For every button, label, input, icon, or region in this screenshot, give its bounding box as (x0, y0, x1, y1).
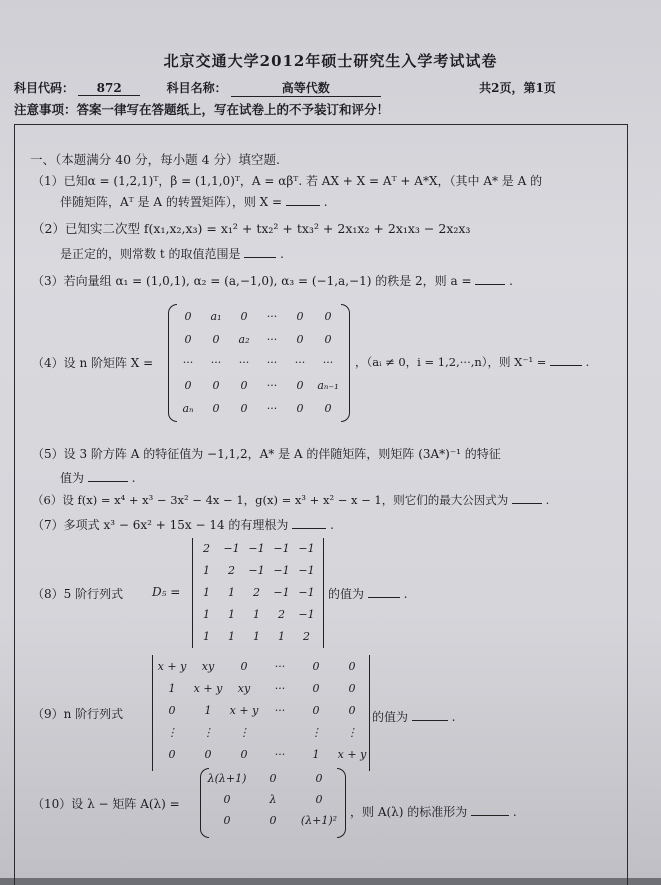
q3-tail: . (509, 274, 513, 288)
subject-info-row (14, 79, 654, 97)
subject-name-label: 科目名称： (166, 81, 227, 95)
q10-matrix (200, 768, 346, 838)
q9-cell-r3-c3: x + y (229, 704, 259, 717)
q4-cell-r4-c6: aₙ₋₁ (317, 379, 339, 392)
q4-cell-r3-c4: ··· (266, 356, 278, 369)
exam-title: 北京交通大学2012年硕士研究生入学考试试卷 (163, 52, 498, 70)
q8-cell-r2-c4: −1 (273, 564, 290, 577)
q8-prefix: （8）5 阶行列式 (32, 587, 124, 601)
q9-suffix-line (372, 708, 456, 725)
q7-line (32, 516, 334, 533)
q8-determinant (192, 538, 324, 650)
q4-cell-r3-c5: ··· (294, 356, 306, 369)
q8-var: D₅ = (152, 585, 181, 599)
q8-cell-r1-c2: −1 (223, 542, 240, 555)
q9-cell-r3-c1: 0 (168, 704, 176, 717)
q4-cell-r5-c6: 0 (324, 402, 332, 415)
q8-cell-r5-c5: 2 (303, 630, 310, 643)
q4-cell-r3-c2: ··· (210, 356, 222, 369)
q8-cell-r1-c1: 2 (203, 542, 210, 555)
code-label: 科目代码： (14, 81, 75, 95)
q3-answer-blank (475, 284, 505, 285)
q9-cell-r2-c1: 1 (168, 682, 176, 695)
q4-cell-r2-c1: 0 (184, 333, 192, 346)
q8-cell-r5-c1: 1 (203, 630, 210, 643)
q8-suffix-line (328, 585, 408, 602)
subject-name-value: 高等代数 (231, 79, 381, 97)
q8-cell-r3-c5: −1 (298, 586, 315, 599)
q9-determinant (152, 655, 370, 773)
q8-cell-r1-c3: −1 (248, 542, 265, 555)
q9-cell-r4-c3: ⋮ (238, 726, 250, 739)
q9-cell-r2-c4: ··· (274, 682, 286, 695)
q10-cell-r1-c2: 0 (269, 772, 277, 785)
q8-cell-r3-c4: −1 (273, 586, 290, 599)
q9-cell-r3-c2: 1 (204, 704, 212, 717)
q8-cell-r5-c4: 1 (278, 630, 285, 643)
q9-cell-r1-c4: ··· (274, 660, 286, 673)
q4-cell-r1-c5: 0 (296, 310, 304, 323)
q4-cell-r5-c5: 0 (296, 402, 304, 415)
q4-prefix: （4）设 n 阶矩阵 X = (32, 356, 154, 370)
q4-right-paren (341, 304, 350, 422)
q3-text: （3）若向量组 α₁ = (1,0,1), α₂ = (a,−1,0), α₃ = (−1,a,−1) 的秩是 2，则 a = (32, 274, 472, 288)
q9-cell-r4-c1: ⋮ (166, 726, 178, 739)
q2-line2-text: 是正定的，则常数 t 的取值范围是 (60, 247, 241, 261)
q4-cell-r1-c1: 0 (184, 310, 192, 323)
q8-cell-r2-c2: 2 (228, 564, 235, 577)
q1-tail: . (323, 195, 328, 209)
q7-text: （7）多项式 x³ − 6x² + 15x − 14 的有理根为 (32, 518, 289, 532)
q5-tail: . (131, 471, 136, 485)
q9-cell-r1-c2: xy (201, 660, 215, 673)
q10-suffix: ，则 A(λ) 的标准形为 (350, 805, 468, 819)
q4-cell-r2-c5: 0 (296, 333, 304, 346)
q5-line2 (60, 469, 136, 486)
q6-answer-blank (512, 503, 542, 504)
q4-cell-r3-c3: ··· (238, 356, 250, 369)
q4-cell-r5-c1: aₙ (182, 402, 194, 415)
q4-cell-r4-c2: 0 (212, 379, 220, 392)
q7-answer-blank (292, 528, 326, 529)
q9-cell-r4-c2: ⋮ (202, 726, 214, 739)
q4-cell-r5-c3: 0 (240, 402, 248, 415)
q2-answer-blank (244, 257, 276, 258)
q10-tail: . (512, 805, 517, 819)
q2-tail: . (280, 247, 284, 261)
q4-cell-r4-c1: 0 (184, 379, 192, 392)
q8-cell-r2-c1: 1 (203, 564, 210, 577)
q8-cell-r5-c2: 1 (228, 630, 235, 643)
q8-cell-r1-c4: −1 (273, 542, 290, 555)
q8-cell-r3-c3: 2 (253, 586, 260, 599)
q10-suffix-line (350, 803, 517, 820)
q9-cell-r3-c5: 0 (312, 704, 320, 717)
q10-cell-r3-c1: 0 (223, 814, 231, 827)
q8-cell-r3-c1: 1 (203, 586, 210, 599)
q10-cell-r3-c3: (λ+1)² (300, 814, 338, 827)
q4-cell-r1-c3: 0 (240, 310, 248, 323)
q4-cell-r2-c3: a₂ (238, 333, 250, 346)
q6-text: （6）设 f(x) = x⁴ + x³ − 3x² − 4x − 1，g(x) = x³ + x² − x − 1，则它们的最大公因式为 (32, 493, 509, 507)
q8-cell-r4-c1: 1 (203, 608, 210, 621)
q8-cell-r4-c3: 1 (253, 608, 260, 621)
q8-right-bar (321, 538, 324, 648)
q3-line (32, 272, 513, 289)
q8-cell-r2-c3: −1 (248, 564, 265, 577)
q8-cell-r2-c5: −1 (298, 564, 315, 577)
section-heading: 一、（本题满分 40 分，每小题 4 分）填空题. (30, 152, 280, 167)
q9-cell-r5-c4: ··· (274, 748, 286, 761)
q9-cell-r5-c6: x + y (337, 748, 367, 761)
q1-answer-blank (286, 205, 320, 206)
q9-cell-r5-c5: 1 (312, 748, 320, 761)
q4-tail: . (585, 355, 590, 369)
instructions-note: 注意事项：答案一律写在答题纸上，写在试卷上的不予装订和评分！ (14, 102, 390, 117)
q4-cell-r3-c6: ··· (322, 356, 334, 369)
q9-cell-r2-c3: xy (237, 682, 251, 695)
q8-tail: . (403, 587, 408, 601)
q8-cell-r5-c3: 1 (253, 630, 260, 643)
q4-answer-blank (550, 365, 582, 366)
q10-cell-r1-c3: 0 (315, 772, 323, 785)
q4-cell-r2-c2: 0 (212, 333, 220, 346)
q5-answer-blank (88, 481, 128, 482)
q8-cell-r4-c4: 2 (278, 608, 285, 621)
q9-cell-r2-c2: x + y (193, 682, 223, 695)
q5-line2-text: 值为 (60, 471, 85, 485)
q4-matrix (168, 304, 350, 422)
q9-cell-r1-c1: x + y (157, 660, 187, 673)
q1-line2 (60, 193, 328, 210)
q4-cell-r4-c4: ··· (266, 379, 278, 392)
q10-cell-r2-c2: λ (269, 793, 277, 806)
q9-cell-r4-c5: ⋮ (310, 726, 322, 739)
q6-line (32, 492, 549, 508)
q9-cell-r3-c4: ··· (274, 704, 286, 717)
q8-answer-blank (368, 597, 400, 598)
q4-cell-r3-c1: ··· (182, 356, 194, 369)
q4-cell-r1-c4: ··· (266, 310, 278, 323)
q9-cell-r5-c1: 0 (168, 748, 176, 761)
q6-tail: . (545, 493, 550, 507)
q7-tail: . (330, 518, 334, 532)
q8-cell-r3-c2: 1 (228, 586, 235, 599)
q4-cell-r4-c5: 0 (296, 379, 304, 392)
q9-cell-r5-c3: 0 (240, 748, 248, 761)
q4-cell-r2-c4: ··· (266, 333, 278, 346)
q9-cell-r1-c3: 0 (240, 660, 248, 673)
q10-cell-r3-c2: 0 (269, 814, 277, 827)
q9-cell-r1-c6: 0 (348, 660, 356, 673)
q1-line1: （1）已知α = (1,2,1)ᵀ，β = (1,1,0)ᵀ，A = αβᵀ. 若 AX + X = Aᵀ + A*X，（其中 A* 是 A 的 (32, 174, 543, 188)
q9-tail: . (451, 710, 456, 724)
q4-cell-r4-c3: 0 (240, 379, 248, 392)
q8-cell-r4-c5: −1 (298, 608, 315, 621)
q9-suffix: 的值为 (372, 710, 409, 724)
q4-suffix: ，（aᵢ ≠ 0，i = 1,2,···,n），则 X⁻¹ = (355, 355, 547, 369)
q10-cell-r2-c3: 0 (315, 793, 323, 806)
q9-cell-r4-c6: ⋮ (346, 726, 358, 739)
q5-line1: （5）设 3 阶方阵 A 的特征值为 −1,1,2，A* 是 A 的伴随矩阵，则矩阵 (3A*)⁻¹ 的特征 (32, 447, 501, 461)
q9-cell-r5-c2: 0 (204, 748, 212, 761)
q9-answer-blank (412, 720, 448, 721)
q10-answer-blank (471, 815, 509, 816)
q4-cell-r5-c4: ··· (266, 402, 278, 415)
q8-cell-r1-c5: −1 (298, 542, 315, 555)
q9-cell-r3-c6: 0 (348, 704, 356, 717)
q8-cell-r4-c2: 1 (228, 608, 235, 621)
q4-cell-r5-c2: 0 (212, 402, 220, 415)
q4-cell-r1-c6: 0 (324, 310, 332, 323)
q9-prefix: （9）n 阶行列式 (32, 707, 124, 721)
code-value: 872 (78, 81, 140, 96)
q9-cell-r1-c5: 0 (312, 660, 320, 673)
q4-cell-r1-c2: a₁ (210, 310, 222, 323)
page-count: 共2页，第1页 (479, 81, 556, 95)
q4-cell-r2-c6: 0 (324, 333, 332, 346)
q9-cell-r2-c5: 0 (312, 682, 320, 695)
q10-prefix: （10）设 λ − 矩阵 A(λ) = (32, 797, 180, 811)
q10-cell-r2-c1: 0 (223, 793, 231, 806)
q1-line2-text: 伴随矩阵，Aᵀ 是 A 的转置矩阵），则 X = (60, 195, 283, 209)
q2-line2 (60, 245, 284, 262)
q4-suffix-line (355, 354, 589, 370)
q2-line1: （2）已知实二次型 f(x₁,x₂,x₃) = x₁² + tx₂² + tx₃² + 2x₁x₂ + 2x₁x₃ − 2x₂x₃ (32, 221, 471, 236)
q10-cell-r1-c1: λ(λ+1) (207, 772, 247, 785)
q8-suffix: 的值为 (328, 587, 365, 601)
q9-cell-r2-c6: 0 (348, 682, 356, 695)
